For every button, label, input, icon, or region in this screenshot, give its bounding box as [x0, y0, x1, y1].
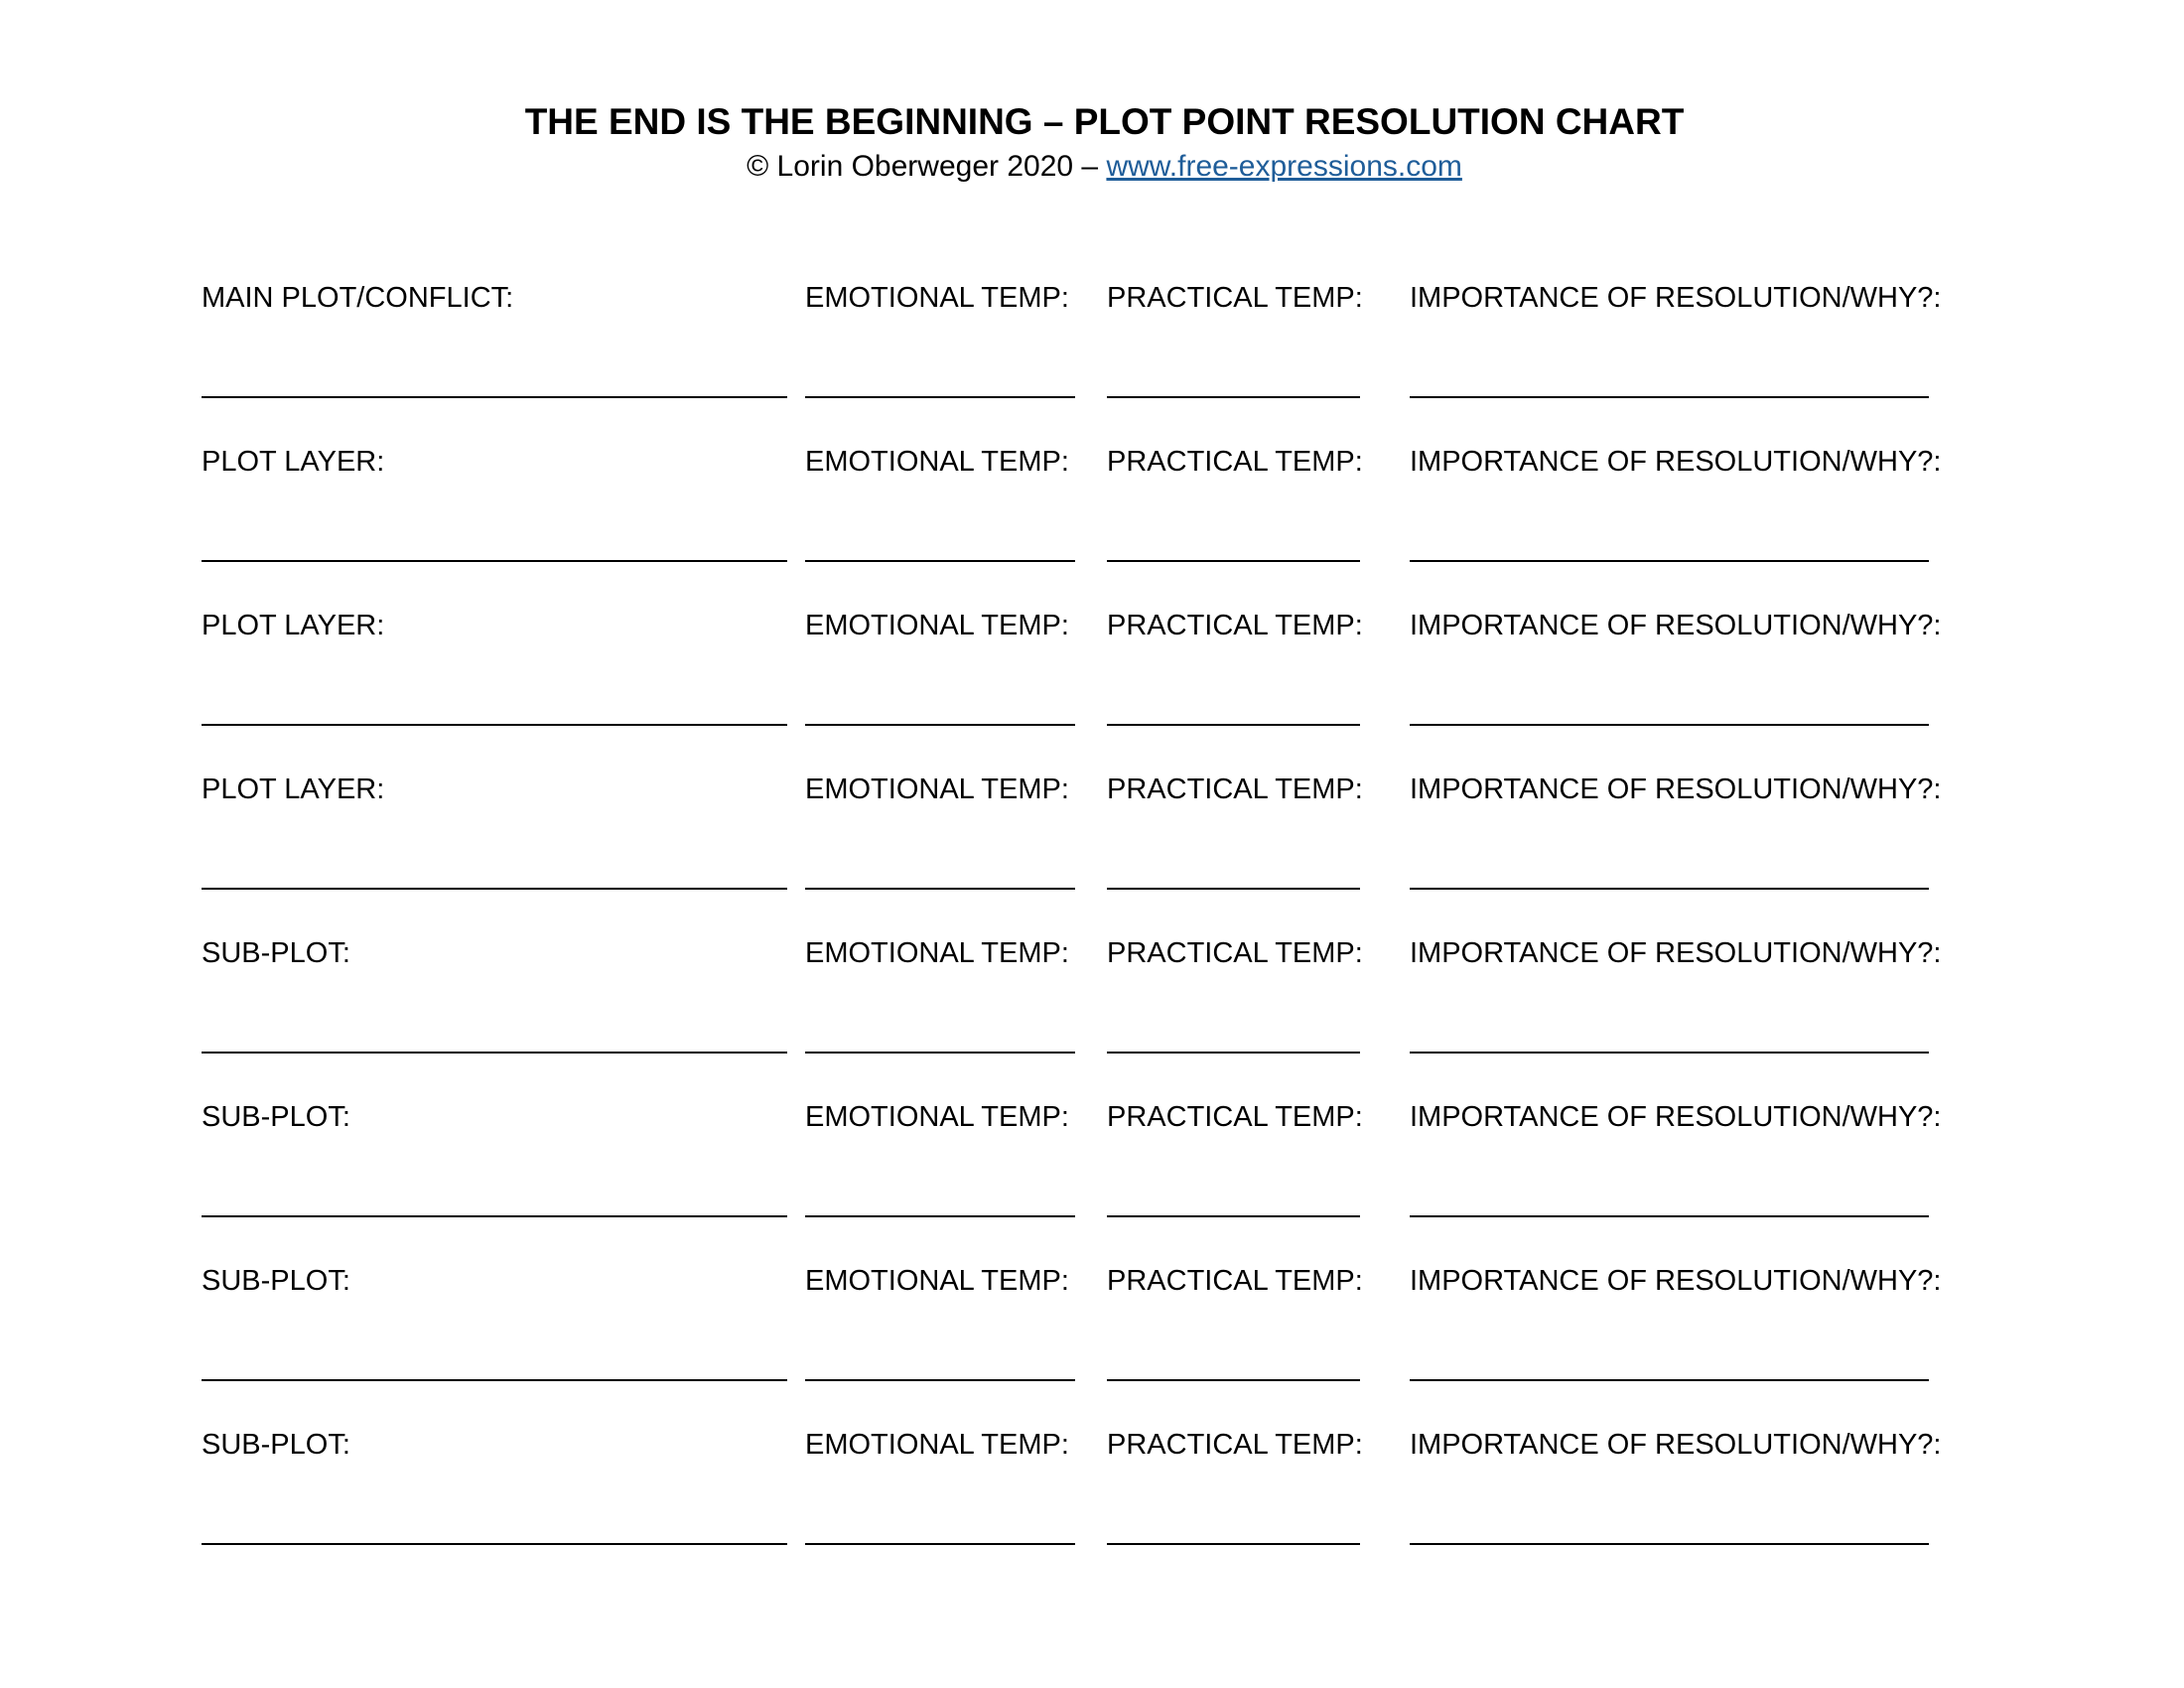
- importance-answer-line[interactable]: [1410, 888, 1929, 890]
- practical-temp-answer-line[interactable]: [1107, 560, 1360, 562]
- importance-label: IMPORTANCE OF RESOLUTION/WHY?:: [1410, 937, 1942, 969]
- copyright-text: © Lorin Oberweger 2020 –: [747, 150, 1107, 183]
- emotional-temp-answer-line[interactable]: [805, 396, 1075, 398]
- plot-answer-line[interactable]: [202, 1543, 787, 1545]
- practical-temp-label: PRACTICAL TEMP:: [1107, 1265, 1363, 1297]
- practical-temp-label: PRACTICAL TEMP:: [1107, 937, 1363, 969]
- importance-answer-line[interactable]: [1410, 396, 1929, 398]
- importance-label: IMPORTANCE OF RESOLUTION/WHY?:: [1410, 282, 1942, 314]
- page-title: THE END IS THE BEGINNING – PLOT POINT RESOLUTION CHART: [524, 101, 1685, 142]
- importance-answer-line[interactable]: [1410, 1379, 1929, 1381]
- chart-row: [202, 1425, 1942, 1589]
- practical-temp-label: PRACTICAL TEMP:: [1107, 610, 1363, 641]
- plot-answer-line[interactable]: [202, 560, 787, 562]
- practical-temp-label: PRACTICAL TEMP:: [1107, 446, 1363, 478]
- row-label: SUB-PLOT:: [202, 937, 350, 969]
- plot-answer-line[interactable]: [202, 396, 787, 398]
- chart-row: [202, 606, 1942, 770]
- practical-temp-answer-line[interactable]: [1107, 1379, 1360, 1381]
- practical-temp-answer-line[interactable]: [1107, 888, 1360, 890]
- plot-answer-line[interactable]: [202, 888, 787, 890]
- emotional-temp-label: EMOTIONAL TEMP:: [805, 1101, 1069, 1133]
- emotional-temp-answer-line[interactable]: [805, 1543, 1075, 1545]
- importance-label: IMPORTANCE OF RESOLUTION/WHY?:: [1410, 610, 1942, 641]
- emotional-temp-label: EMOTIONAL TEMP:: [805, 446, 1069, 478]
- importance-label: IMPORTANCE OF RESOLUTION/WHY?:: [1410, 1265, 1942, 1297]
- row-label: PLOT LAYER:: [202, 774, 385, 805]
- emotional-temp-label: EMOTIONAL TEMP:: [805, 1429, 1069, 1461]
- chart-row: [202, 1261, 1942, 1425]
- practical-temp-label: PRACTICAL TEMP:: [1107, 774, 1363, 805]
- resolution-chart: [202, 278, 1942, 1589]
- copyright-line: [0, 147, 2184, 187]
- emotional-temp-label: EMOTIONAL TEMP:: [805, 1265, 1069, 1297]
- practical-temp-answer-line[interactable]: [1107, 724, 1360, 726]
- practical-temp-answer-line[interactable]: [1107, 396, 1360, 398]
- importance-label: IMPORTANCE OF RESOLUTION/WHY?:: [1410, 1101, 1942, 1133]
- emotional-temp-answer-line[interactable]: [805, 1215, 1075, 1217]
- emotional-temp-label: EMOTIONAL TEMP:: [805, 937, 1069, 969]
- page-header: [0, 99, 2184, 187]
- chart-row: [202, 278, 1942, 442]
- emotional-temp-label: EMOTIONAL TEMP:: [805, 282, 1069, 314]
- emotional-temp-answer-line[interactable]: [805, 1052, 1075, 1054]
- emotional-temp-answer-line[interactable]: [805, 888, 1075, 890]
- practical-temp-label: PRACTICAL TEMP:: [1107, 1429, 1363, 1461]
- plot-answer-line[interactable]: [202, 1379, 787, 1381]
- chart-row: [202, 933, 1942, 1097]
- plot-answer-line[interactable]: [202, 1215, 787, 1217]
- row-label: SUB-PLOT:: [202, 1101, 350, 1133]
- row-label: SUB-PLOT:: [202, 1429, 350, 1461]
- emotional-temp-label: EMOTIONAL TEMP:: [805, 774, 1069, 805]
- importance-answer-line[interactable]: [1410, 1215, 1929, 1217]
- importance-label: IMPORTANCE OF RESOLUTION/WHY?:: [1410, 446, 1942, 478]
- row-label: SUB-PLOT:: [202, 1265, 350, 1297]
- importance-answer-line[interactable]: [1410, 724, 1929, 726]
- plot-answer-line[interactable]: [202, 724, 787, 726]
- importance-answer-line[interactable]: [1410, 560, 1929, 562]
- importance-label: IMPORTANCE OF RESOLUTION/WHY?:: [1410, 1429, 1942, 1461]
- emotional-temp-answer-line[interactable]: [805, 1379, 1075, 1381]
- practical-temp-label: PRACTICAL TEMP:: [1107, 1101, 1363, 1133]
- chart-row: [202, 1097, 1942, 1261]
- importance-answer-line[interactable]: [1410, 1543, 1929, 1545]
- emotional-temp-label: EMOTIONAL TEMP:: [805, 610, 1069, 641]
- importance-label: IMPORTANCE OF RESOLUTION/WHY?:: [1410, 774, 1942, 805]
- practical-temp-label: PRACTICAL TEMP:: [1107, 282, 1363, 314]
- website-link[interactable]: www.free-expressions.com: [1106, 150, 1462, 183]
- chart-row: [202, 442, 1942, 606]
- practical-temp-answer-line[interactable]: [1107, 1052, 1360, 1054]
- importance-answer-line[interactable]: [1410, 1052, 1929, 1054]
- practical-temp-answer-line[interactable]: [1107, 1215, 1360, 1217]
- row-label: PLOT LAYER:: [202, 610, 385, 641]
- plot-answer-line[interactable]: [202, 1052, 787, 1054]
- emotional-temp-answer-line[interactable]: [805, 560, 1075, 562]
- row-label: PLOT LAYER:: [202, 446, 385, 478]
- chart-row: [202, 770, 1942, 933]
- practical-temp-answer-line[interactable]: [1107, 1543, 1360, 1545]
- row-label: MAIN PLOT/CONFLICT:: [202, 282, 514, 314]
- emotional-temp-answer-line[interactable]: [805, 724, 1075, 726]
